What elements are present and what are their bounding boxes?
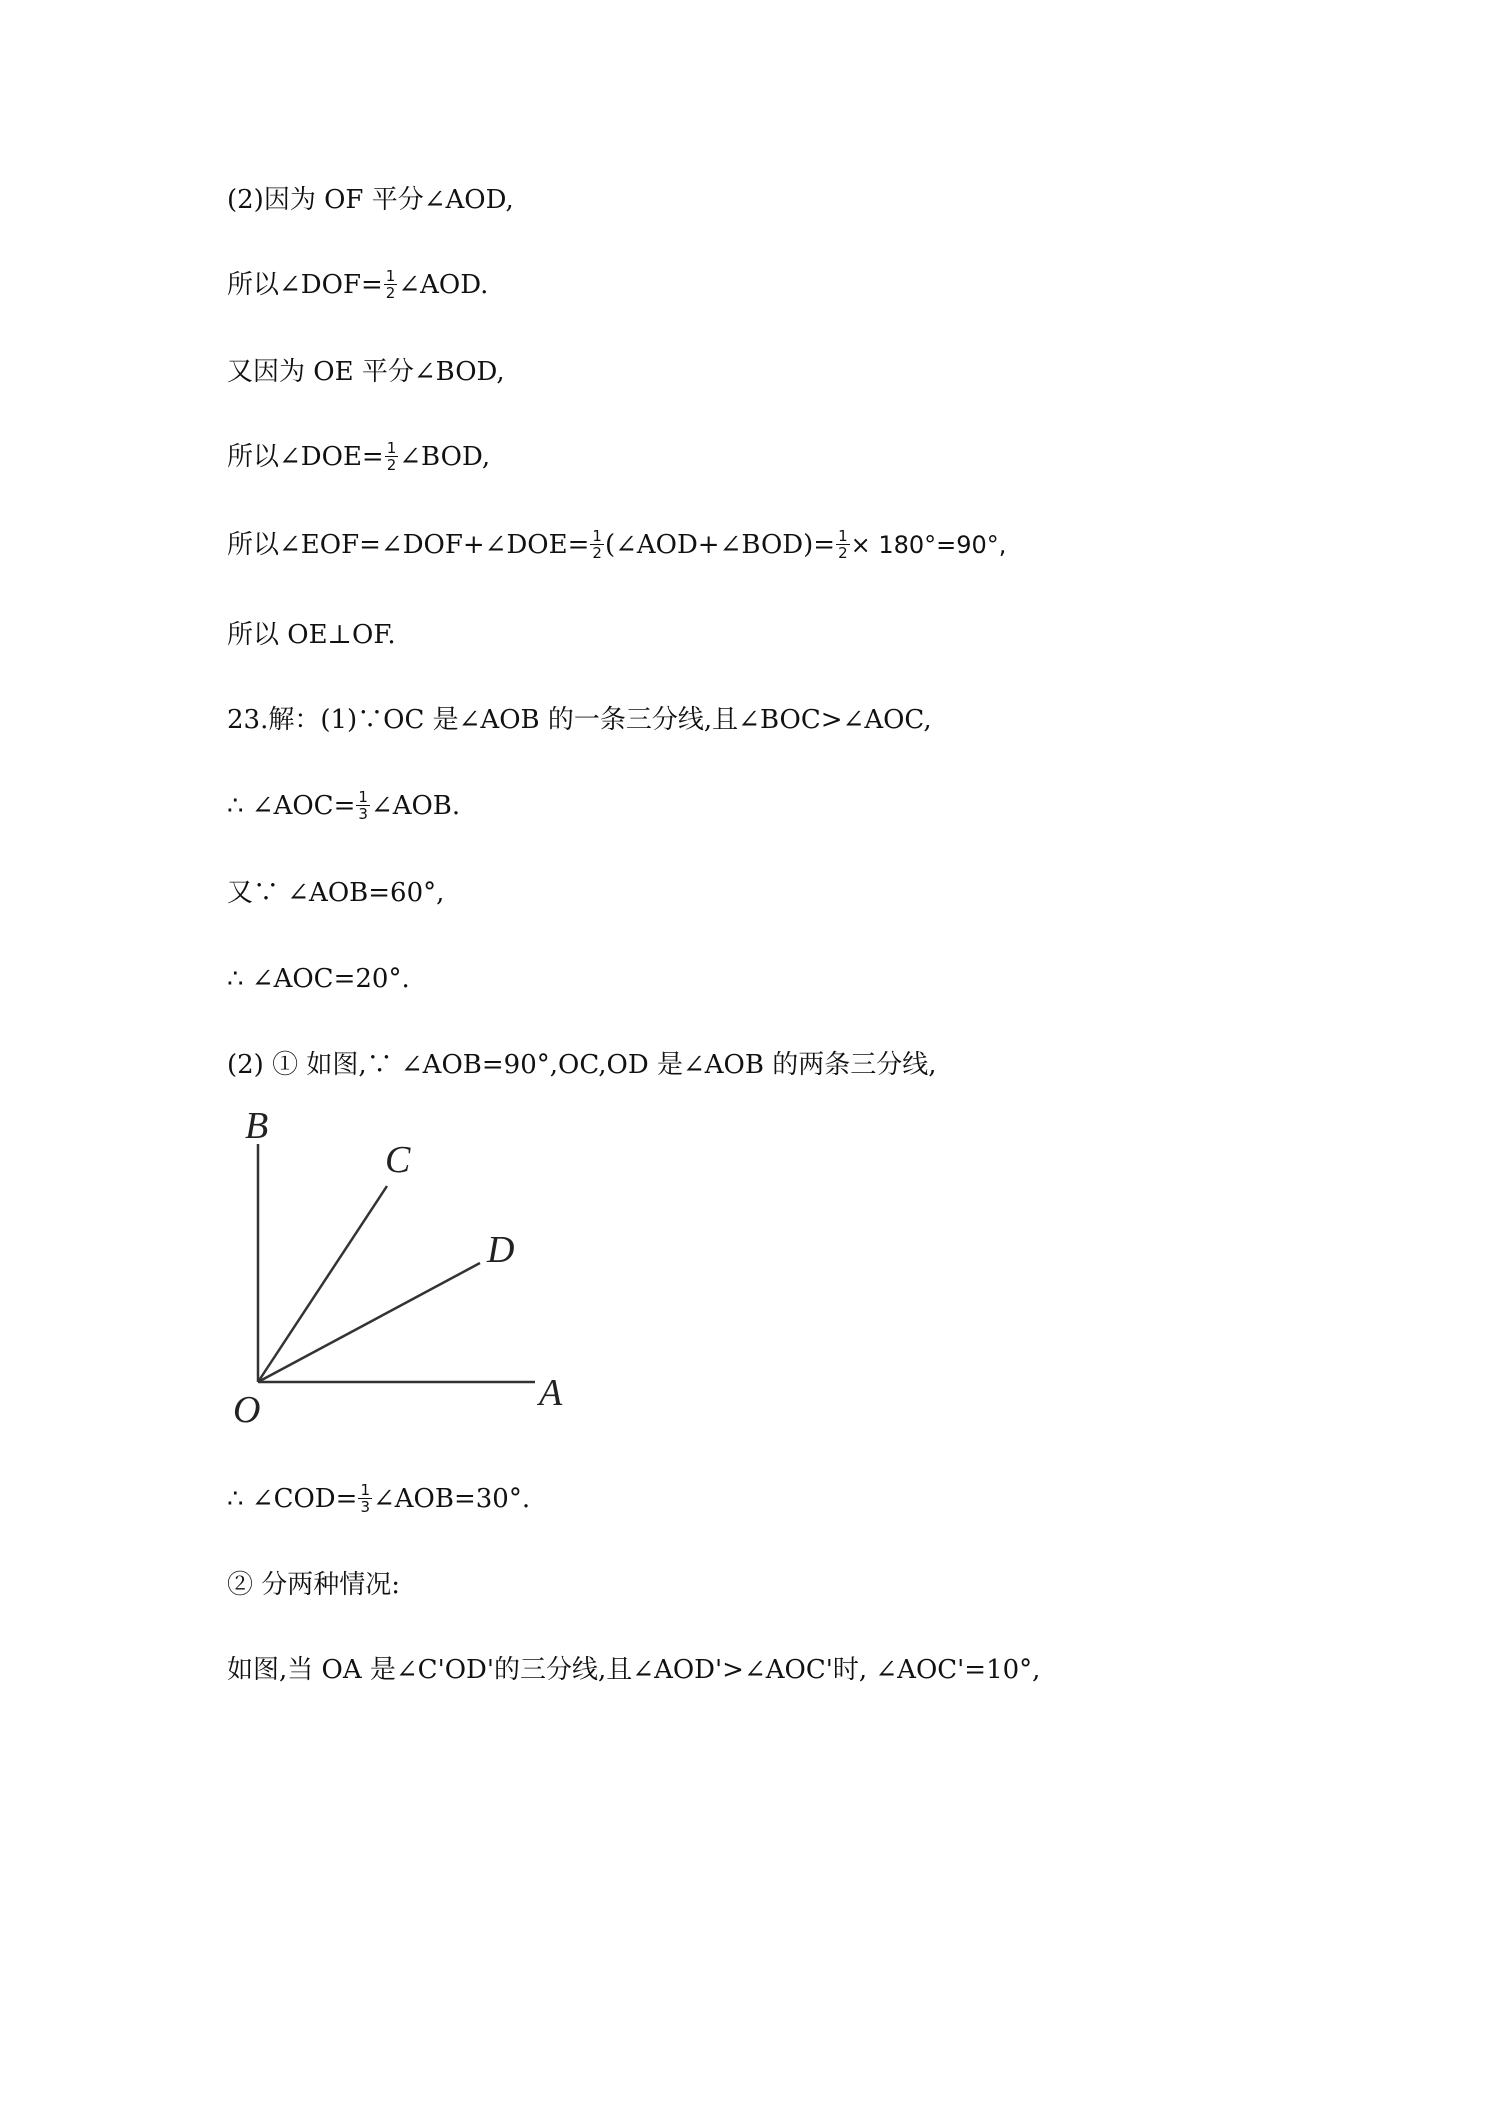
fraction: $\frac{1}{3}$ xyxy=(358,787,368,823)
ray-oc xyxy=(258,1186,387,1382)
line-cod-30: ∴ ∠COD= $\frac{1}{3}$ ∠AOB=30°. xyxy=(227,1480,531,1516)
line-oe-perp-of: 所以 OE⊥OF. xyxy=(227,620,396,650)
ray-od xyxy=(258,1263,480,1382)
fraction: $\frac{1}{2}$ xyxy=(385,266,396,302)
label-d: D xyxy=(487,1229,515,1271)
fraction: $\frac{1}{2}$ xyxy=(386,438,397,474)
line-of-bisects-aod: (2)因为 OF 平分∠AOD, xyxy=(227,185,514,215)
label-o: O xyxy=(233,1389,261,1431)
line-eof-90: 所以∠EOF=∠DOF+∠DOE= $\frac{1}{2}$ (∠AOD+∠BOD)= $\frac{1}{2}$ × 180°=90°, xyxy=(227,526,1007,562)
label-a: A xyxy=(539,1372,563,1414)
label-c: C xyxy=(385,1139,411,1181)
line-aob-60: 又∵ ∠AOB=60°, xyxy=(227,878,445,908)
line-case-oa-third: 如图,当 OA 是∠C'OD'的三分线,且∠AOD'>∠AOC'时, ∠AOC'=10°, xyxy=(227,1655,1041,1685)
line-two-cases: ② 分两种情况: xyxy=(227,1570,401,1600)
fraction: $\frac{1}{2}$ xyxy=(838,526,848,562)
fraction: $\frac{1}{3}$ xyxy=(360,1480,370,1516)
line-aoc-20: ∴ ∠AOC=20°. xyxy=(227,964,410,994)
line-part-2-case-1: (2) ① 如图,∵ ∠AOB=90°,OC,OD 是∠AOB 的两条三分线, xyxy=(227,1050,937,1080)
line-dof-half-aod: 所以∠DOF= $\frac{1}{2}$ ∠AOD. xyxy=(227,266,489,302)
line-aoc-third-aob: ∴ ∠AOC= $\frac{1}{3}$ ∠AOB. xyxy=(227,787,461,823)
fraction: $\frac{1}{2}$ xyxy=(592,526,602,562)
label-b: B xyxy=(245,1110,269,1147)
line-oe-bisects-bod: 又因为 OE 平分∠BOD, xyxy=(227,357,505,387)
line-doe-half-bod: 所以∠DOE= $\frac{1}{2}$ ∠BOD, xyxy=(227,438,491,474)
line-problem-23-part-1: 23.解：(1)∵OC 是∠AOB 的一条三分线,且∠BOC>∠AOC, xyxy=(227,705,932,735)
angle-figure xyxy=(225,1110,585,1440)
